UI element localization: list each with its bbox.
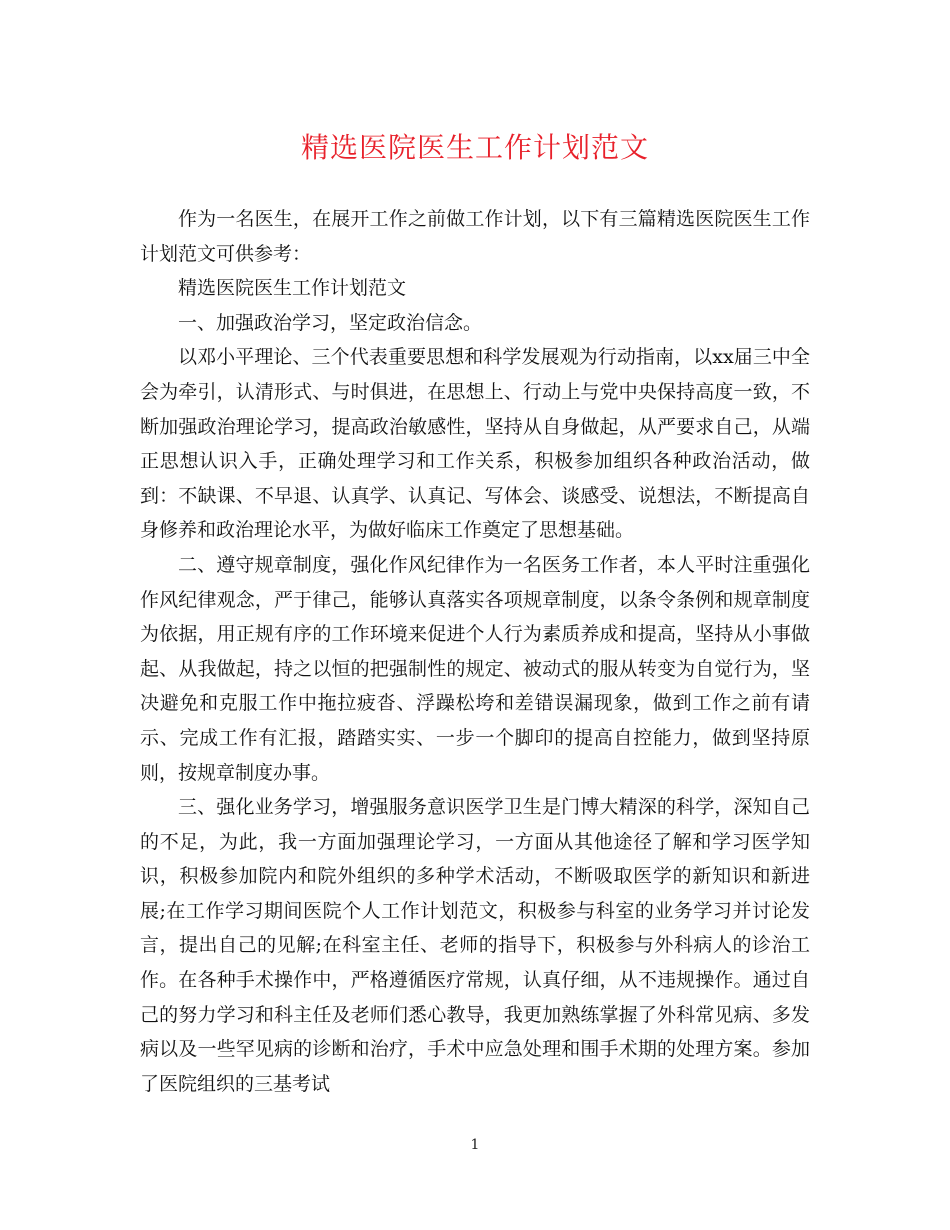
point-one-paragraph: 以邓小平理论、三个代表重要思想和科学发展观为行动指南，以xx届三中全会为牵引，认清形式、与时俱进，在思想上、行动上与党中央保持高度一致，不断加强政治理论学习，提高政治敏感性，坚持从自身做起，从严要求自己，从端正思想认识入手，正确处理学习和工作关系，积极参加组织各种政治活动，做到：不缺课、不早退、认真学、认真记、写体会、谈感受、说想法，不断提高自身修养和政治理论水平，为做好临床工作奠定了思想基础。 [140,346,810,542]
document-title: 精选医院医生工作计划范文 [300,131,649,164]
point-three-paragraph: 三、强化业务学习，增强服务意识医学卫生是门博大精深的科学，深知自己的不足，为此，我一方面加强理论学习，一方面从其他途径了解和学习医学知识，积极参加院内和院外组织的多种学术活动，不断吸取医学的新知识和新进展;在工作学习期间医院个人工作计划范文，积极参与科室的业务学习并讨论发言，提出自己的见解;在科室主任、老师的指导下，积极参与外科病人的诊治工作。在各种手术操作中，严格遵循医疗常规，认真仔细，从不违规操作。通过自己的努力学习和科主任及老师们悉心教导，我更加熟练掌握了外科常见病、多发病以及一些罕见病的诊断和治疗，手术中应急处理和围手术期的处理方案。参加了医院组织的三基考试 [140,796,810,1095]
point-two-paragraph: 二、遵守规章制度，强化作风纪律作为一名医务工作者，本人平时注重强化作风纪律观念，严于律己，能够认真落实各项规章制度，以条令条例和规章制度为依据，用正规有序的工作环境来促进个人行为素质养成和提高，坚持从小事做起、从我做起，持之以恒的把强制性的规定、被动式的服从转变为自觉行为，坚决避免和克服工作中拖拉疲沓、浮躁松垮和差错误漏现象，做到工作之前有请示、完成工作有汇报，踏踏实实、一步一个脚印的提高自控能力，做到坚持原则，按规章制度办事。 [140,553,810,784]
intro-paragraph: 作为一名医生，在展开工作之前做工作计划，以下有三篇精选医院医生工作计划范文可供参考： [140,208,810,265]
point-one-heading: 一、加强政治学习，坚定政治信念。 [178,311,483,334]
document-body [140,202,810,1101]
page-number: 1 [470,1137,480,1153]
section-heading: 精选医院医生工作计划范文 [178,277,407,300]
